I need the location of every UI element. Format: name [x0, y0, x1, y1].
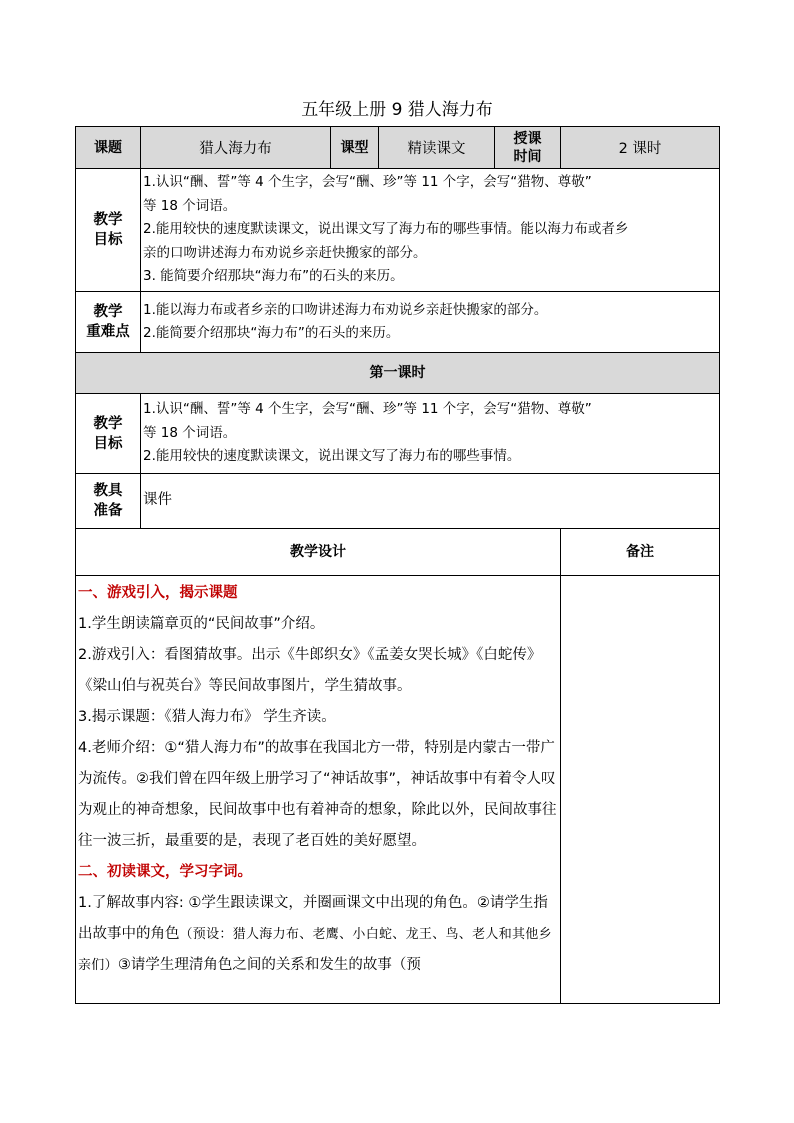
- design-text: 1.了解故事内容: ①学生跟读课文，并圈画课文中出现的角色。②请学生指出故事中的角色: [78, 895, 548, 942]
- time-label-line-1: 授课: [513, 130, 542, 147]
- type-label: 课型: [331, 127, 379, 169]
- tools-value: 课件: [141, 474, 720, 529]
- design-text: ③请学生理清角色之间的关系和发生的故事（预: [117, 957, 421, 973]
- time-label-line-2: 时间: [513, 148, 542, 165]
- goals-line: 亲的口吻讲述海力布劝说乡亲赶快搬家的部分。: [143, 244, 427, 261]
- lesson-goals-label-line-2: 目标: [93, 435, 123, 452]
- section-heading: 二、初读课文，学习字词。: [78, 864, 252, 880]
- tools-label: [76, 474, 141, 529]
- goals-content: [141, 169, 720, 292]
- goals-line: 3. 能简要介绍那块“海力布”的石头的来历。: [143, 268, 404, 285]
- design-content: [76, 576, 561, 1004]
- key-points-line: 2.能简要介绍那块“海力布”的石头的来历。: [143, 325, 400, 341]
- lesson-goals-row: [76, 394, 720, 474]
- tools-label-line-1: 教具: [93, 483, 123, 499]
- type-value: 精读课文: [379, 127, 495, 169]
- design-text-presets: （预设：猎人海力布、老鹰、小白蛇、龙王、鸟、老人和其他乡亲们）: [78, 927, 552, 973]
- design-paragraph: [78, 888, 558, 981]
- goals-line: 1.认识“酬、誓”等 4 个生字，会写“酬、珍”等 11 个字，会写“猎物、尊敬”: [143, 174, 592, 191]
- goals-label-line-2: 目标: [93, 232, 123, 248]
- goals-row: [76, 169, 720, 292]
- section-heading: 一、游戏引入，揭示课题: [78, 585, 238, 601]
- design-paragraph: 3.揭示课题：《猎人海力布》 学生齐读。: [78, 709, 336, 725]
- lesson-one-row: [76, 353, 720, 394]
- design-row: [76, 576, 720, 1004]
- design-paragraph: 4.老师介绍：①“猎人海力布”的故事在我国北方一带，特别是内蒙古一带广为流传。②我们曾在四年级上册学习了“神话故事”，神话故事中有着令人叹为观止的神奇想象，民间故事中也有着神奇的想象，除此以外，民间故事往往一波三折，最重要的是，表现了老百姓的美好愿望。: [78, 740, 557, 849]
- key-points-label-line-1: 教学: [93, 304, 123, 320]
- key-points-label: [76, 292, 141, 353]
- tools-row: [76, 474, 720, 529]
- design-header-row: [76, 529, 720, 576]
- design-paragraph: 2.游戏引入：看图猜故事。出示《牛郎织女》《孟姜女哭长城》《白蛇传》《梁山伯与祝英台》等民间故事图片，学生猜故事。: [78, 647, 542, 694]
- tools-label-line-2: 准备: [93, 503, 123, 519]
- goals-label-line-1: 教学: [93, 212, 123, 228]
- topic-label: 课题: [76, 127, 141, 169]
- lesson-goals-label: [76, 394, 141, 474]
- notes-header: 备注: [561, 529, 720, 576]
- lesson-goals-line: 2.能用较快的速度默读课文，说出课文写了海力布的哪些事情。: [143, 448, 521, 465]
- header-row: [76, 127, 720, 169]
- lesson-goals-label-line-1: 教学: [93, 415, 123, 432]
- design-header: 教学设计: [76, 529, 561, 576]
- lesson-goals-line: 等 18 个词语。: [143, 424, 237, 441]
- time-label: [495, 127, 561, 169]
- lesson-one-heading: 第一课时: [76, 353, 720, 394]
- key-points-label-line-2: 重难点: [86, 324, 130, 340]
- goals-label: [76, 169, 141, 292]
- topic-value: 猎人海力布: [141, 127, 331, 169]
- key-points-content: [141, 292, 720, 353]
- document-title: 五年级上册 9 猎人海力布: [301, 100, 493, 120]
- goals-line: 等 18 个词语。: [143, 197, 237, 214]
- key-points-row: [76, 292, 720, 353]
- notes-content: [561, 576, 720, 1004]
- time-value: 2 课时: [561, 127, 720, 169]
- goals-line: 2.能用较快的速度默读课文，说出课文写了海力布的哪些事情。能以海力布或者乡: [143, 221, 629, 238]
- lesson-plan-table: [75, 126, 720, 1004]
- lesson-goals-content: [141, 394, 720, 474]
- design-paragraph: 1.学生朗读篇章页的“民间故事”介绍。: [78, 616, 325, 632]
- key-points-line: 1.能以海力布或者乡亲的口吻讲述海力布劝说乡亲赶快搬家的部分。: [143, 301, 548, 318]
- lesson-goals-line: 1.认识“酬、誓”等 4 个生字，会写“酬、珍”等 11 个字，会写“猎物、尊敬”: [143, 401, 592, 418]
